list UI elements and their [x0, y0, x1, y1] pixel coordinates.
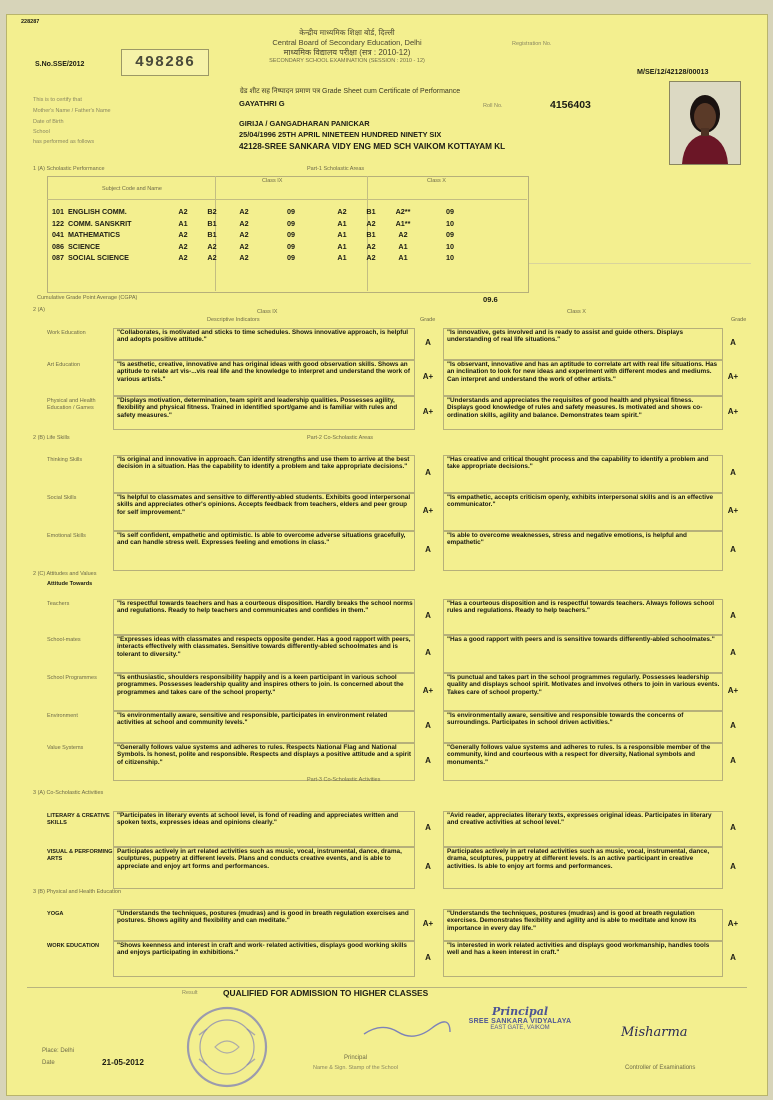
class9-descriptor: "Is helpful to classmates and sensitive to differently-abled students. Exhibits good interpersonal skills and appreciates other's opinions. Accepts feedback from teachers, elders and peer group for self improvement." [117, 494, 411, 516]
part2c-section-label: 2 (C) Attitudes and Values [33, 571, 97, 577]
subject-code: 041 [52, 230, 64, 240]
aspect-label: Art Education [47, 362, 81, 368]
principal-stamp [445, 1005, 595, 1031]
part2a-desc-header: Descriptive Indicators [207, 317, 260, 323]
class10-grade-cell: A1 [337, 253, 347, 263]
class9-grade: A+ [422, 686, 434, 695]
class9-grade: A [425, 338, 431, 347]
class10-descriptor: "Is innovative, gets involved and is ready to assist and guide others. Displays understanding of real life situations." [447, 329, 684, 344]
class9-descriptor: "Is aesthetic, creative, innovative and has original ideas with good observation skills. Shows an aptitude to relate art vis-...vis real life and the knowledge to interpret and understand the work of various artists." [117, 361, 410, 383]
subject-code: 086 [52, 241, 64, 251]
aspect-label: YOGA [47, 911, 64, 917]
subject-name [51, 206, 168, 218]
name-label: This is to certify that [33, 97, 82, 103]
class10-descriptor: "Understands the techniques, postures (mudras) and is good at breath regulation exercises. Demonstrates flexibility and agility and is able to meditate and know its importance in every day life." [447, 910, 697, 932]
class9-grade-cell: A2 [178, 230, 188, 240]
class10-grade: A+ [727, 686, 739, 695]
class9-grade-cell: A2 [178, 207, 188, 217]
registration-number: M/SE/12/42128/00013 [637, 67, 709, 76]
subject-row [51, 241, 479, 253]
student-name: GAYATHRI G [239, 99, 285, 108]
principal-label: Principal [344, 1055, 368, 1061]
class9-grade-cell: B1 [207, 230, 217, 240]
registration-label: Registration No. [512, 41, 552, 47]
part2a-grade10-header: Grade [731, 317, 747, 323]
dob-label: Date of Birth [33, 119, 64, 125]
class10-grade-cell: A1 [337, 241, 347, 251]
school-seal [185, 1005, 269, 1089]
subject-title: MATHEMATICS [68, 230, 121, 240]
class10-grade: A [730, 468, 736, 477]
class9-grade-cell: A2 [239, 230, 249, 240]
class10-descriptor: "Is punctual and takes part in the school programmes regularly. Possesses leadership quality and displays school spirit. Motivates and involves others to join in various events. Takes care of school property." [447, 674, 720, 696]
exam-name-hindi: माध्यमिक विद्यालय परीक्षा (सत्र : 2010-12) [283, 48, 411, 57]
aspect-label: Emotional Skills [47, 533, 86, 539]
class9-descriptor: "Expresses ideas with classmates and respects opposite gender. Has a good rapport with peers, interacts effectively with classmates. Sensitive towards differently-abled schoolmates and is tolerant to diversity." [117, 636, 411, 658]
subject-name [51, 241, 168, 253]
class10-grade-cell: A1 [337, 230, 347, 240]
school-label: School [33, 129, 50, 135]
part2b-title: Part-2 Co-Scholastic Areas [307, 435, 374, 441]
board-name-english: Central Board of Secondary Education, Delhi [272, 38, 422, 47]
subject-code: 122 [52, 218, 64, 228]
class10-descriptor: "Is able to overcome weaknesses, stress and negative emotions, is helpful and empathetic" [447, 532, 687, 547]
school-name: 42128-SREE SANKARA VIDY ENG MED SCH VAIKOM KOTTAYAM KL [239, 142, 506, 151]
class9-grade: A+ [422, 919, 434, 928]
part2a-class9-label: Class IX [257, 309, 278, 315]
cgpa-value: 09.6 [483, 295, 498, 304]
issue-date: 21-05-2012 [102, 1058, 144, 1067]
student-labels [33, 97, 233, 149]
part3-title: Part-3 Co-Scholastic Activities [307, 777, 381, 783]
serial-number-box [121, 49, 209, 76]
principal-stamp-school: SREE SANKARA VIDYALAYA [468, 1018, 572, 1025]
class10-grade-cell: A1 [398, 241, 408, 251]
class10-grade: A [730, 823, 736, 832]
subject-title: SCIENCE [68, 241, 100, 251]
subject-title: SOCIAL SCIENCE [68, 253, 129, 263]
class10-grade-cell: B1 [366, 207, 376, 217]
class10-grade: A [730, 721, 736, 730]
scholastic-table [51, 206, 479, 264]
class10-grade-cell: A2 [398, 230, 408, 240]
subject-code: 087 [52, 253, 64, 263]
class9-descriptor: "Collaborates, is motivated and sticks to time schedules. Shows innovative approach, is helpful and adopts positive attitude." [117, 329, 409, 344]
class10-grade-cell: 09 [446, 230, 454, 240]
class9-grade-cell: 09 [287, 253, 295, 263]
class10-grade: A [730, 756, 736, 765]
top-serial: 228287 [21, 19, 40, 25]
class10-label: Class X [427, 178, 446, 184]
aspect-label: Social Skills [47, 495, 77, 501]
class9-grade: A [425, 611, 431, 620]
class10-grade: A+ [727, 506, 739, 515]
part3a-section-label: 3 (A) Co-Scholastic Activities [33, 790, 104, 796]
class10-grade: A [730, 648, 736, 657]
class9-grade: A [425, 468, 431, 477]
part3b-section-label: 3 (B) Physical and Health Education [33, 889, 122, 895]
class9-label: Class IX [262, 178, 283, 184]
controller-signature: Misharma [621, 1025, 688, 1040]
subject-title: COMM. SANSKRIT [68, 218, 132, 228]
grade-sheet-document [6, 14, 768, 1096]
student-photo [669, 81, 741, 165]
class9-grade-cell: A1 [178, 218, 188, 228]
aspect-label: School-mates [47, 637, 81, 643]
aspect-label: Teachers [47, 601, 70, 607]
class9-grade-cell: B1 [207, 218, 217, 228]
part1-section-label: 1 (A) Scholastic Performance [33, 166, 105, 172]
class9-grade: A [425, 862, 431, 871]
subject-title: ENGLISH COMM. [68, 207, 127, 217]
part2a-class10-label: Class X [567, 309, 586, 315]
class9-descriptor: "Is enthusiastic, shoulders responsibility happily and is a keen participant in various school programmes. Possesses leadership quality and inspires others to join. Is concerned about the programmes and takes care of the school property." [117, 674, 404, 696]
class10-descriptor: "Has creative and critical thought process and the capability to identify a problem and take appropriate decisions." [447, 456, 709, 471]
aspect-label: Work Education [47, 330, 86, 336]
subject-name [51, 229, 168, 241]
subject-row [51, 229, 479, 241]
class9-grade-cell: A2 [239, 207, 249, 217]
part1-title: Part-1 Scholastic Areas [307, 166, 365, 172]
part2c-aspect-header: Attitude Towards [47, 581, 93, 587]
part2a-grade9-header: Grade [420, 317, 436, 323]
class10-grade-cell: A2** [395, 207, 411, 217]
class10-grade: A [730, 862, 736, 871]
date-of-birth: 25/04/1996 25TH APRIL NINETEEN HUNDRED NINETY SIX [239, 130, 442, 139]
class10-descriptor: "Avid reader, appreciates literary texts, expresses original ideas. Participates in literary and creative activities at school level." [447, 812, 712, 827]
class9-grade-cell: A2 [239, 253, 249, 263]
roll-number: 4156403 [550, 99, 591, 111]
class9-grade-cell: 09 [287, 218, 295, 228]
class9-descriptor: "Is environmentally aware, sensitive and responsible, participates in environment related activities at school and community levels." [117, 712, 388, 727]
subject-code: 101 [52, 207, 64, 217]
class9-grade-cell: A2 [178, 253, 188, 263]
cgpa-label: Cumulative Grade Point Average (CGPA) [37, 295, 138, 301]
class9-descriptor: "Displays motivation, determination, team spirit and leadership qualities. Possesses agility, flexibility and physical fitness. Trained in identified sport/game and is familiar with rules and safety measures." [117, 397, 398, 419]
class10-grade: A+ [727, 372, 739, 381]
class10-descriptor: "Has a courteous disposition and is respectful towards teachers. Always follows school rules and regulations. Ready to help teachers." [447, 600, 715, 615]
class10-grade: A [730, 338, 736, 347]
aspect-label: Thinking Skills [47, 457, 83, 463]
result-label: Result [182, 990, 198, 996]
class10-grade: A+ [727, 407, 739, 416]
aspect-label: Value Systems [47, 745, 84, 751]
subject-name [51, 218, 168, 230]
part2a-section-label: 2 (A) [33, 307, 45, 313]
class9-descriptor: "Is self confident, empathetic and optimistic. Is able to overcome adverse situations gracefully, and can handle stress well. Expresses feeling and emotions in class." [117, 532, 406, 547]
class9-descriptor: "Is original and innovative in approach. Can identify strengths and use them to arrive at the best decision in a situation. Has the capability to identify a problem and take appropriate decisions." [117, 456, 410, 471]
date-label: Date [42, 1060, 55, 1066]
class9-grade-cell: 09 [287, 230, 295, 240]
class9-grade: A [425, 545, 431, 554]
principal-sub: Name & Sign. Stamp of the School [313, 1065, 398, 1071]
principal-stamp-title: Principal [491, 1005, 549, 1018]
class9-grade: A+ [422, 372, 434, 381]
class9-grade-cell: A2 [207, 241, 217, 251]
part2b-section-label: 2 (B) Life Skills [33, 435, 70, 441]
class9-grade-cell: A2 [207, 253, 217, 263]
parents-name: GIRIJA / GANGADHARAN PANICKAR [239, 119, 370, 128]
class10-grade-cell: 10 [446, 218, 454, 228]
class9-grade-cell: A2 [239, 218, 249, 228]
class9-descriptor: "Understands the techniques, postures (mudras) and is good in breath regulation exercises and postures. Shows agility and flexibility and can meditate." [117, 910, 409, 925]
class9-grade: A [425, 823, 431, 832]
class10-grade-cell: A1** [395, 218, 411, 228]
class9-grade-cell: 09 [287, 241, 295, 251]
class9-descriptor: "Shows keenness and interest in craft and work- related activities, displays good working skills and enjoys participating in exhibitions." [117, 942, 407, 957]
class10-grade-cell: A2 [366, 241, 376, 251]
class9-grade-cell: A2 [239, 241, 249, 251]
result-value: QUALIFIED FOR ADMISSION TO HIGHER CLASSES [223, 988, 429, 998]
aspect-label: Physical and Health Education / Games [47, 398, 96, 411]
doc-serial-label: S.No.SSE/2012 [35, 61, 85, 68]
class10-grade-cell: 09 [446, 207, 454, 217]
class10-grade-cell: B1 [366, 230, 376, 240]
class9-grade-cell: B2 [207, 207, 217, 217]
class10-grade: A [730, 545, 736, 554]
class10-grade-cell: 10 [446, 241, 454, 251]
class9-grade: A [425, 756, 431, 765]
class10-descriptor: "Is empathetic, accepts criticism openly, exhibits interpersonal skills and is an effective communicator." [447, 494, 714, 509]
class9-grade: A [425, 648, 431, 657]
exam-name-english: SECONDARY SCHOOL EXAMINATION (SESSION : 2010 - 12) [269, 58, 425, 64]
class10-descriptor: "Understands and appreciates the requisites of good health and physical fitness. Displays good knowledge of rules and safety measures. Is motivated and shows co-ordination skills, agility and balance. Demonstrates team spirit." [447, 397, 703, 419]
class10-grade-cell: A2 [366, 218, 376, 228]
aspect-label: WORK EDUCATION [47, 943, 100, 949]
principal-signature [362, 1020, 452, 1040]
grading-notes [529, 215, 751, 298]
class10-descriptor: "Is environmentally aware, sensitive and responsible towards the concerns of surroundings. Participates in school driven activities." [447, 712, 684, 727]
class9-descriptor: "Is respectful towards teachers and has a courteous disposition. Hardly breaks the school norms and regulations. Ready to help teachers and communicates and confides in them." [117, 600, 413, 615]
subject-row [51, 206, 479, 218]
class10-descriptor: "Generally follows value systems and adheres to rules. Is a responsible member of the community, kind and courteous with a respect for diversity, National symbols and monuments." [447, 744, 711, 766]
class10-descriptor: "Is interested in work related activities and displays good workmanship, handles tools well and has a keen interest in craft." [447, 942, 710, 957]
class10-grade: A [730, 953, 736, 962]
serial-number: 498286 [134, 54, 195, 71]
aspect-label: VISUAL & PERFORMING ARTS [47, 849, 113, 862]
roll-label: Roll No. [483, 103, 503, 109]
subject-name [51, 252, 168, 264]
aspect-label: Environment [47, 713, 78, 719]
class9-grade: A+ [422, 506, 434, 515]
class10-grade-cell: A1 [337, 218, 347, 228]
document-title: ग्रेड शीट सह निष्पादन प्रमाण पत्र Grade Sheet cum Certificate of Performance [239, 88, 461, 95]
class9-grade: A [425, 721, 431, 730]
class10-descriptor: "Has a good rapport with peers and is sensitive towards differently-abled schoolmates." [447, 636, 715, 643]
aspect-label: LITERARY & CREATIVE SKILLS [47, 813, 110, 826]
class10-grade: A [730, 611, 736, 620]
class10-grade-cell: A2 [337, 207, 347, 217]
performance-label: has performed as follows [33, 139, 95, 145]
aspect-label: School Programmes [47, 675, 97, 681]
class9-grade-cell: A2 [178, 241, 188, 251]
class9-grade: A+ [422, 407, 434, 416]
class9-descriptor: Participates actively in art related activities such as music, vocal, instrumental, dance, drama, sculptures, puppetry at different levels. Plans and conducts creative events, and is able to appreciate and enjoy art forms and performances. [117, 848, 402, 870]
class9-grade: A [425, 953, 431, 962]
class10-descriptor: Participates actively in art related activities such as music, vocal, instrumental, dance, drama, sculptures, puppetry at different levels. Is an active participant in creative activities. Is able to enjoy art forms and performances. [447, 848, 710, 870]
class10-descriptor: "Is observant, innovative and has an aptitude to correlate art with real life situations. Has an inclination to look for new ideas and experiment with different modes and mediums. Can interpret and understand the work of other artists." [447, 361, 718, 383]
parents-label: Mother's Name / Father's Name [33, 108, 111, 114]
principal-stamp-place: EAST GATE, VAIKOM [490, 1025, 550, 1031]
class9-descriptor: "Generally follows value systems and adheres to rules. Respects National Flag and National Symbols. Is honest, polite and responsible. Respects and displays a positive attitude and a spirit of citizenship." [117, 744, 412, 766]
subject-header: Subject Code and Name [102, 186, 162, 192]
board-header [222, 28, 472, 64]
place-label: Place: Delhi [42, 1048, 75, 1054]
class10-grade-cell: A1 [398, 253, 408, 263]
subject-row [51, 252, 479, 264]
class10-grade-cell: A2 [366, 253, 376, 263]
board-name-hindi: केन्द्रीय माध्यमिक शिक्षा बोर्ड, दिल्ली [299, 28, 395, 37]
subject-row [51, 218, 479, 230]
class9-descriptor: "Participates in literary events at school level, is fond of reading and appreciates written and spoken texts, expresses ideas and opinions clearly." [117, 812, 399, 827]
class10-grade: A+ [727, 919, 739, 928]
class9-grade-cell: 09 [287, 207, 295, 217]
controller-label: Controller of Examinations [625, 1065, 696, 1071]
class10-grade-cell: 10 [446, 253, 454, 263]
